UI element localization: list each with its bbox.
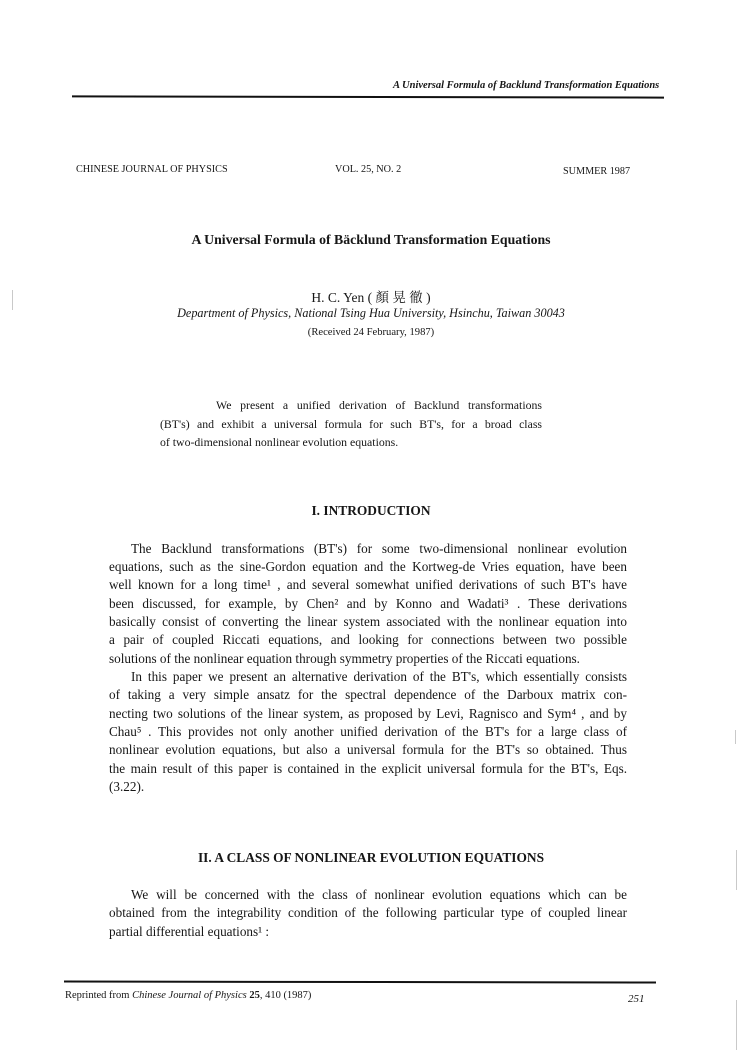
body-line: (3.22). — [109, 779, 145, 794]
section-heading-nonlinear-evolution: II. A CLASS OF NONLINEAR EVOLUTION EQUATIONS — [197, 850, 545, 865]
body-line: basically consist of converting the linear system associated with the nonlinear equation into — [109, 614, 627, 629]
body-line: necting two solutions of the linear system, as proposed by Levi, Ragnisco and Sym⁴ , and by — [109, 706, 627, 721]
affiliation: Department of Physics, National Tsing Hua University, Hsinchu, Taiwan 30043 — [177, 306, 565, 320]
received-date: (Received 24 February, 1987) — [307, 327, 435, 338]
citation-journal: Chinese Journal of Physics — [132, 990, 247, 1001]
body-line: well known for a long time¹ , and several somewhat unified derivations of such BT's have — [109, 577, 627, 592]
footer-rule — [64, 980, 656, 983]
scan-artifact — [12, 290, 13, 310]
journal-name: CHINESE JOURNAL OF PHYSICS — [76, 164, 228, 175]
body-line: partial differential equations¹ : — [109, 924, 270, 939]
body-line: Chau⁵ . This provides not only another unified derivation of the BT's for a large class of — [109, 724, 627, 739]
body-line: nonlinear evolution equations, but also a universal formula for the BT's so obtained. Thus — [109, 742, 627, 757]
section-heading-introduction: I. INTRODUCTION — [311, 503, 431, 518]
abstract-line: of two-dimensional nonlinear evolution equations. — [160, 435, 399, 449]
reprint-citation — [65, 990, 311, 1001]
author: H. C. Yen ( 顏 晃 徹 ) — [311, 290, 431, 305]
scan-artifact — [736, 1000, 737, 1050]
volume-issue: VOL. 25, NO. 2 — [335, 164, 402, 175]
header-rule — [72, 95, 664, 98]
body-line: obtained from the integrability condition of the following particular type of coupled linear — [109, 905, 627, 920]
abstract-line: (BT's) and exhibit a universal formula for such BT's, for a broad class — [160, 417, 542, 431]
running-head: A Universal Formula of Backlund Transformation Equations — [393, 80, 660, 91]
citation-volume: 25 — [249, 990, 260, 1001]
citation-pages-year: , 410 (1987) — [259, 990, 312, 1001]
page-number: 251 — [628, 993, 645, 1005]
body-line: In this paper we present an alternative derivation of the BT's, which essentially consists — [131, 669, 627, 684]
issue-season: SUMMER 1987 — [563, 166, 631, 177]
body-line: solutions of the nonlinear equation through symmetry properties of the Riccati equations. — [109, 651, 580, 666]
scan-artifact — [735, 730, 736, 744]
body-line: been discussed, for example, by Chen² and by Konno and Wadati³ . These derivations — [109, 596, 627, 611]
body-line: We will be concerned with the class of nonlinear evolution equations which can be — [131, 887, 627, 902]
body-line: equations, such as the sine-Gordon equation and the Kortweg-de Vries equation, have been — [109, 559, 627, 574]
body-line: of taking a very simple ansatz for the spectral dependence of the Darboux matrix con- — [109, 687, 627, 702]
scan-artifact — [736, 850, 737, 890]
citation-prefix: Reprinted from — [65, 990, 133, 1001]
body-line: the main result of this paper is contained in the explicit universal formula for the BT's, Eqs. — [109, 761, 627, 776]
paper-title: A Universal Formula of Bäcklund Transformation Equations — [191, 232, 551, 247]
body-line: a pair of coupled Riccati equations, and looking for connections between two possible — [109, 632, 627, 647]
body-line: The Backlund transformations (BT's) for some two-dimensional nonlinear evolution — [131, 541, 627, 556]
abstract-line: We present a unified derivation of Backlund transformations — [216, 398, 542, 412]
